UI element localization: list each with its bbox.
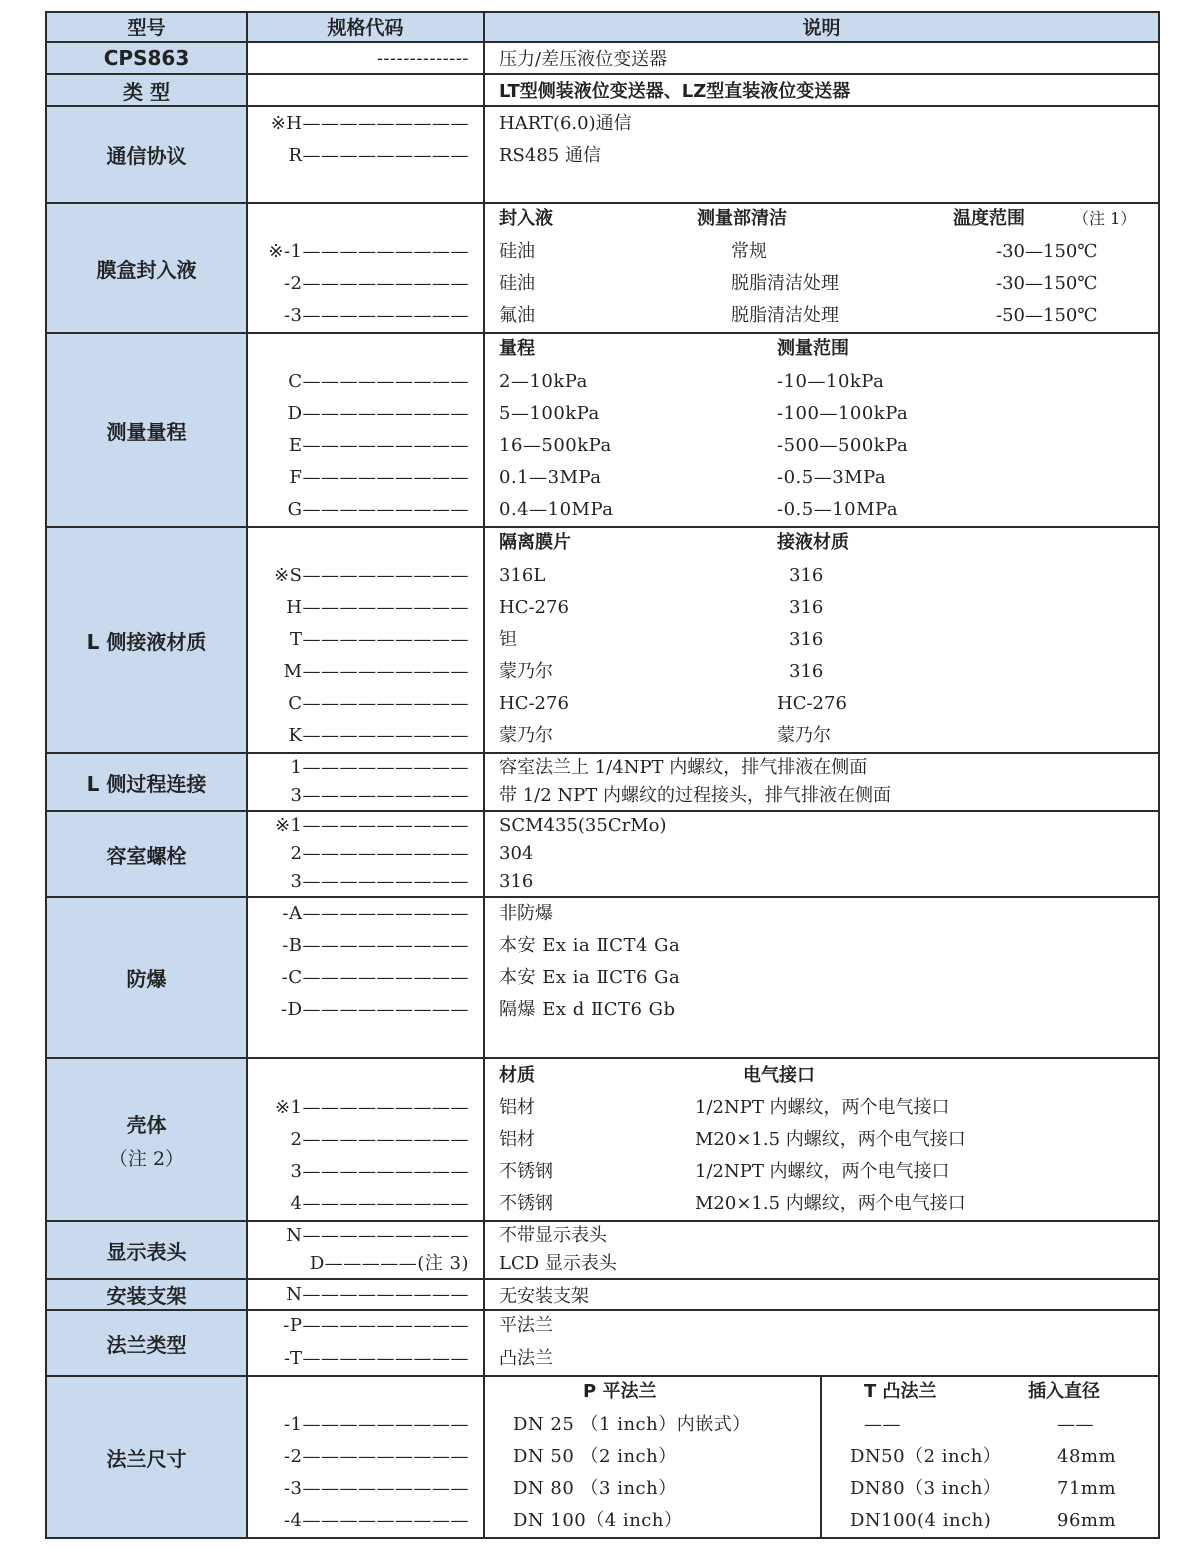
material-code: C————————— — [288, 693, 469, 714]
range-span: 0.4—10MPa — [499, 499, 614, 520]
flange-p-size: DN 80 （3 inch） — [513, 1478, 677, 1499]
row-process — [46, 753, 1159, 811]
flange-size-code: -4————————— — [283, 1510, 469, 1531]
bolt-label: 容室螺栓 — [46, 811, 247, 897]
fill-liquid: 硅油 — [499, 273, 535, 294]
flange-p-size: DN 100（4 inch） — [513, 1510, 683, 1531]
range-limits: -0.5—10MPa — [777, 499, 899, 520]
material-wetted: 316 — [789, 629, 824, 650]
type-label: 类 型 — [46, 74, 247, 106]
flange-insert-dia: 71mm — [1057, 1478, 1117, 1499]
display-desc: 不带显示表头 — [499, 1225, 607, 1246]
material-diaphragm: 316L — [499, 565, 546, 586]
flange-size-header: 插入直径 — [1028, 1381, 1100, 1402]
row-housing — [46, 1058, 1159, 1221]
ex-desc: 非防爆 — [499, 903, 553, 924]
row-comm — [46, 106, 1159, 203]
material-diaphragm: 蒙乃尔 — [499, 661, 553, 682]
material-code: K————————— — [288, 725, 469, 746]
comm-code: ※H————————— — [270, 113, 469, 134]
housing-code: 2————————— — [290, 1129, 469, 1150]
ex-code: -C————————— — [281, 967, 469, 988]
ex-code: -B————————— — [282, 935, 469, 956]
row-ex — [46, 897, 1159, 1058]
bolt-code: ※1————————— — [274, 815, 469, 836]
range-limits: -100—100kPa — [777, 403, 909, 424]
housing-code: 4————————— — [290, 1193, 469, 1214]
row-bracket — [46, 1279, 1159, 1310]
fill-label: 膜盒封入液 — [46, 203, 247, 333]
type-desc: LT型侧装液位变送器、LZ型直装液位变送器 — [484, 74, 1159, 106]
range-code: D————————— — [287, 403, 469, 424]
flange-type-desc: 凸法兰 — [499, 1348, 553, 1369]
flange-t-size: —— — [864, 1414, 901, 1435]
bolt-desc: 316 — [499, 871, 534, 892]
ex-code: -D————————— — [280, 999, 469, 1020]
flange-insert-dia: —— — [1057, 1414, 1094, 1435]
material-code: H————————— — [286, 597, 469, 618]
range-span: 5—100kPa — [499, 403, 600, 424]
flange-type-code: -P————————— — [283, 1315, 469, 1336]
flange-insert-dia: 96mm — [1057, 1510, 1117, 1531]
process-label: L 侧过程连接 — [46, 753, 247, 811]
row-range — [46, 333, 1159, 527]
fill-clean: 脱脂清洁处理 — [731, 273, 839, 294]
flange-size-header: P 平法兰 — [583, 1381, 657, 1402]
material-diaphragm: 钽 — [499, 629, 517, 650]
process-desc: 带 1/2 NPT 内螺纹的过程接头，排气排液在侧面 — [499, 785, 891, 806]
material-wetted: 316 — [789, 565, 824, 586]
housing-code: ※1————————— — [274, 1097, 469, 1118]
fill-header: 封入液 — [499, 208, 553, 229]
housing-conduit: 1/2NPT 内螺纹，两个电气接口 — [695, 1161, 950, 1182]
flange-insert-dia: 48mm — [1057, 1446, 1117, 1467]
display-code: D—————(注 3) — [309, 1253, 469, 1274]
bolt-code: 2————————— — [290, 843, 469, 864]
flange-type-desc: 平法兰 — [499, 1315, 553, 1336]
range-limits: -0.5—3MPa — [777, 467, 887, 488]
ex-code: -A————————— — [282, 903, 469, 924]
material-diaphragm: 蒙乃尔 — [499, 725, 553, 746]
range-code: C————————— — [288, 371, 469, 392]
header-row — [46, 12, 1159, 42]
flange-divider — [820, 1377, 822, 1537]
housing-material: 铝材 — [499, 1097, 535, 1118]
fill-clean: 脱脂清洁处理 — [731, 305, 839, 326]
housing-label: 壳体 — [126, 1112, 167, 1137]
bracket-code: N————————— — [247, 1279, 484, 1310]
material-code: T————————— — [289, 629, 469, 650]
housing-header: 材质 — [499, 1065, 535, 1086]
flange-p-size: DN 25 （1 inch）内嵌式） — [513, 1414, 751, 1435]
housing-note: （注 2） — [108, 1147, 185, 1170]
row-display — [46, 1221, 1159, 1279]
fill-temp: -50—150℃ — [996, 305, 1098, 326]
housing-code: 3————————— — [290, 1161, 469, 1182]
fill-liquid: 氟油 — [499, 305, 535, 326]
process-code: 1————————— — [290, 757, 469, 778]
material-wetted: HC-276 — [777, 693, 847, 714]
range-span: 16—500kPa — [499, 435, 612, 456]
fill-liquid: 硅油 — [499, 241, 535, 262]
housing-material: 不锈钢 — [499, 1193, 553, 1214]
flange-t-size: DN50（2 inch） — [850, 1446, 1002, 1467]
bolt-code: 3————————— — [290, 871, 469, 892]
bracket-label: 安装支架 — [46, 1279, 247, 1310]
range-span: 0.1—3MPa — [499, 467, 602, 488]
housing-conduit: 1/2NPT 内螺纹，两个电气接口 — [695, 1097, 950, 1118]
model-desc: 压力/差压液位变送器 — [484, 42, 1159, 74]
fill-clean: 常规 — [731, 241, 767, 262]
flange-t-size: DN80（3 inch） — [850, 1478, 1002, 1499]
comm-label: 通信协议 — [46, 106, 247, 203]
flange-size-code: -1————————— — [283, 1414, 469, 1435]
row-bolt — [46, 811, 1159, 897]
header-model: 型号 — [46, 12, 247, 42]
row-fill — [46, 203, 1159, 333]
comm-desc: HART(6.0)通信 — [499, 113, 632, 134]
type-code — [247, 74, 484, 106]
range-code: E————————— — [288, 435, 469, 456]
model-code: -------------- — [247, 42, 484, 74]
flange-p-size: DN 50 （2 inch） — [513, 1446, 677, 1467]
housing-conduit: M20×1.5 内螺纹，两个电气接口 — [695, 1193, 966, 1214]
material-header: 隔离膜片 — [499, 532, 571, 553]
range-code: F————————— — [289, 467, 469, 488]
spec-table — [45, 11, 1160, 1539]
process-desc: 容室法兰上 1/4NPT 内螺纹，排气排液在侧面 — [499, 757, 868, 778]
model-label: CPS863 — [46, 42, 247, 74]
fill-header: 温度范围 — [953, 208, 1025, 229]
ex-label: 防爆 — [46, 897, 247, 1058]
fill-header: 测量部清洁 — [697, 208, 787, 229]
flange-size-header: T 凸法兰 — [864, 1381, 937, 1402]
ex-desc: 隔爆 Ex d ⅡCT6 Gb — [499, 999, 676, 1020]
comm-desc: RS485 通信 — [499, 145, 601, 166]
material-code: M————————— — [283, 661, 469, 682]
housing-header: 电气接口 — [743, 1065, 815, 1086]
range-label: 测量量程 — [46, 333, 247, 527]
flange-size-label: 法兰尺寸 — [46, 1376, 247, 1538]
fill-code: -3————————— — [283, 305, 469, 326]
header-desc: 说明 — [484, 12, 1159, 42]
housing-material: 铝材 — [499, 1129, 535, 1150]
flange-size-code: -2————————— — [283, 1446, 469, 1467]
header-code: 规格代码 — [247, 12, 484, 42]
range-limits: -500—500kPa — [777, 435, 909, 456]
display-desc: LCD 显示表头 — [499, 1253, 617, 1274]
process-code: 3————————— — [290, 785, 469, 806]
fill-code: ※-1————————— — [268, 241, 469, 262]
flange-type-code: -T————————— — [284, 1348, 469, 1369]
row-type — [46, 74, 1159, 106]
material-wetted: 316 — [789, 661, 824, 682]
row-model — [46, 42, 1159, 74]
range-limits: -10—10kPa — [777, 371, 885, 392]
housing-conduit: M20×1.5 内螺纹，两个电气接口 — [695, 1129, 966, 1150]
bolt-desc: 304 — [499, 843, 534, 864]
range-header: 量程 — [499, 338, 535, 359]
flange-size-code: -3————————— — [283, 1478, 469, 1499]
range-code: G————————— — [287, 499, 469, 520]
material-diaphragm: HC-276 — [499, 597, 569, 618]
ex-desc: 本安 Ex ia ⅡCT4 Ga — [499, 935, 681, 956]
material-header: 接液材质 — [777, 532, 849, 553]
flange-t-size: DN100(4 inch) — [850, 1510, 992, 1531]
display-code: N————————— — [286, 1225, 469, 1246]
range-span: 2—10kPa — [499, 371, 588, 392]
row-flange-size — [46, 1376, 1159, 1538]
material-wetted: 316 — [789, 597, 824, 618]
fill-temp: -30—150℃ — [996, 273, 1098, 294]
housing-material: 不锈钢 — [499, 1161, 553, 1182]
display-label: 显示表头 — [46, 1221, 247, 1279]
flange-type-label: 法兰类型 — [46, 1310, 247, 1376]
row-material — [46, 527, 1159, 753]
fill-temp: -30—150℃ — [996, 241, 1098, 262]
row-flange-type — [46, 1310, 1159, 1376]
bracket-desc: 无安装支架 — [484, 1279, 1159, 1310]
fill-note: （注 1） — [1073, 209, 1137, 228]
ex-desc: 本安 Ex ia ⅡCT6 Ga — [499, 967, 681, 988]
comm-code: R————————— — [288, 145, 469, 166]
material-code: ※S————————— — [274, 565, 469, 586]
material-diaphragm: HC-276 — [499, 693, 569, 714]
material-label: L 侧接液材质 — [46, 527, 247, 753]
fill-code: -2————————— — [283, 273, 469, 294]
range-header: 测量范围 — [777, 338, 849, 359]
bolt-desc: SCM435(35CrMo) — [499, 815, 667, 836]
material-wetted: 蒙乃尔 — [777, 725, 831, 746]
